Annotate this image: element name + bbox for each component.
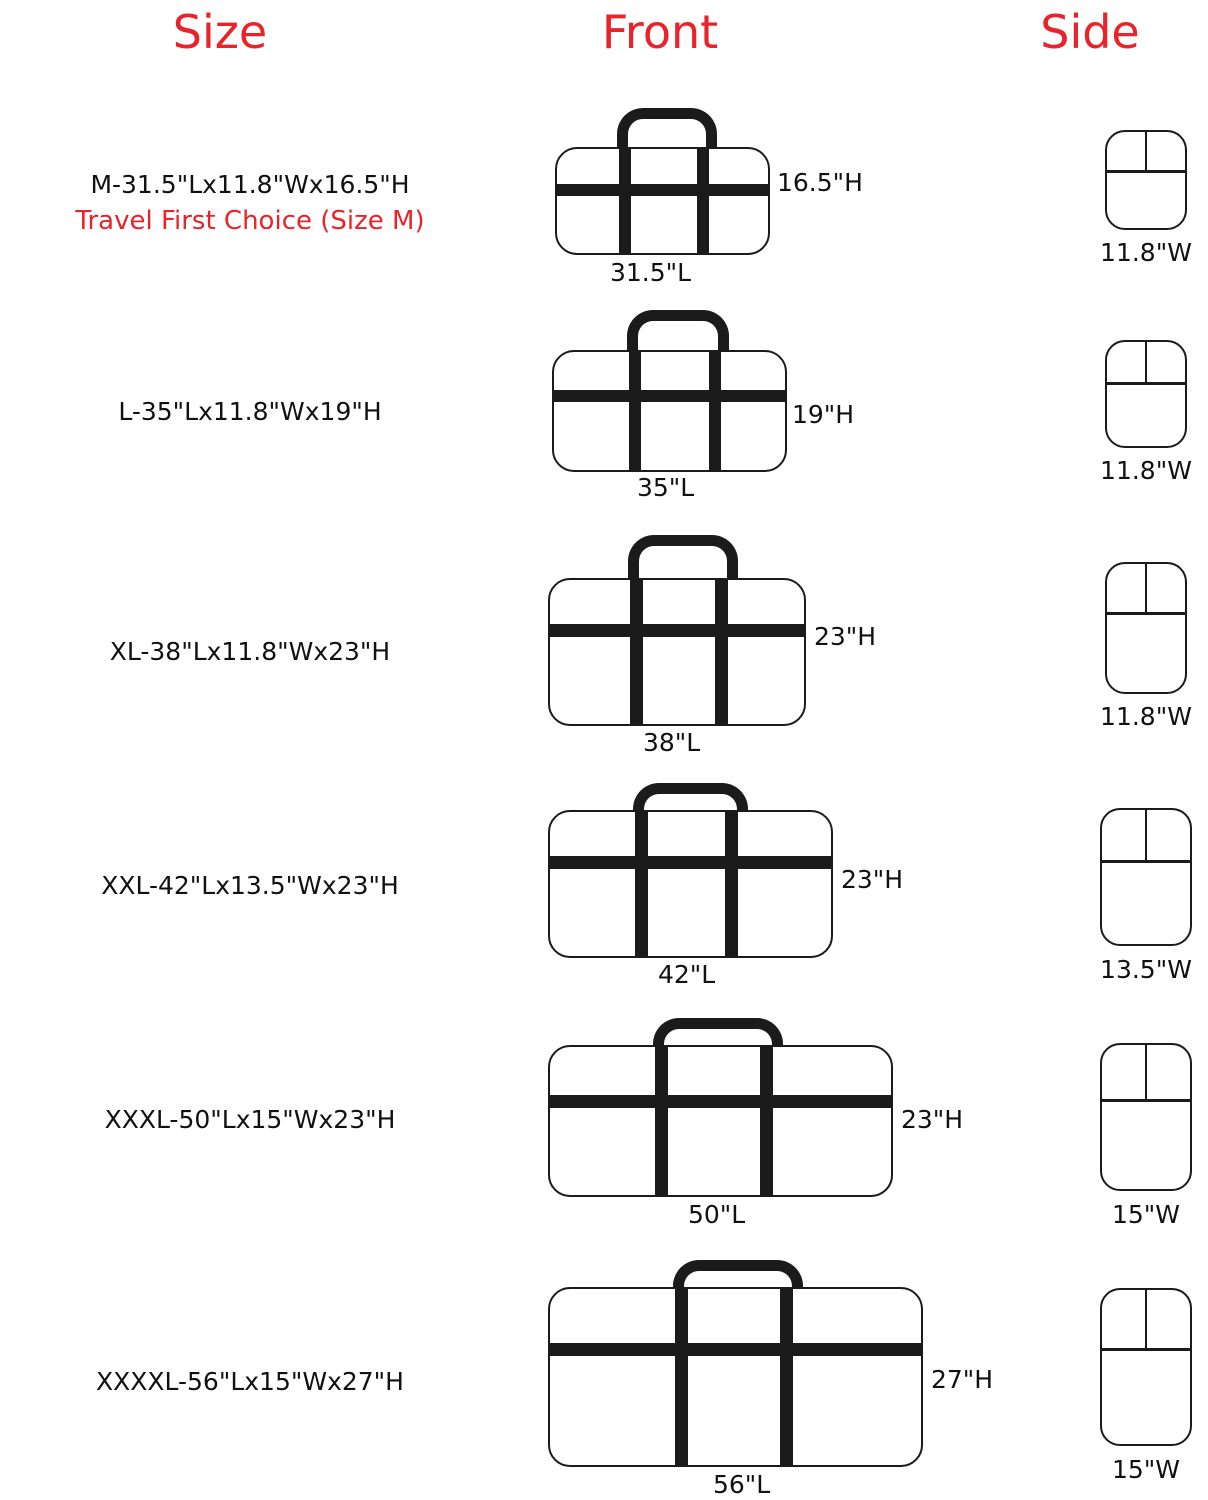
header-front: Front <box>601 5 719 59</box>
bag-strap-horizontal <box>549 1343 922 1356</box>
front-height-dim: 27"H <box>931 1365 994 1394</box>
bag-strap-horizontal <box>549 624 805 637</box>
front-height-dim: 23"H <box>841 865 904 894</box>
bag-body <box>552 350 787 472</box>
side-divider-horizontal <box>1107 170 1185 173</box>
side-divider-vertical <box>1145 564 1148 612</box>
front-length-dim: 50"L <box>688 1200 746 1229</box>
bag-strap-vertical-left <box>619 148 631 254</box>
size-label: L-35"Lx11.8"Wx19"H <box>118 397 382 426</box>
side-divider-horizontal <box>1107 382 1185 385</box>
side-width-dim: 13.5"W <box>1100 955 1192 984</box>
front-height-dim: 23"H <box>814 622 877 651</box>
bag-strap-vertical-right <box>760 1046 773 1196</box>
bag-side-view <box>1100 1043 1192 1191</box>
table-row <box>0 1010 1208 1250</box>
table-row <box>0 100 1208 300</box>
bag-body <box>548 1287 923 1467</box>
bag-strap-horizontal <box>553 390 786 402</box>
table-row <box>0 530 1208 760</box>
bag-strap-vertical-right <box>697 148 709 254</box>
side-divider-horizontal <box>1102 860 1190 863</box>
table-row <box>0 775 1208 1005</box>
bag-strap-vertical-left <box>635 811 648 957</box>
side-divider-horizontal <box>1102 1099 1190 1102</box>
bag-strap-horizontal <box>556 184 769 196</box>
side-divider-vertical <box>1145 132 1148 170</box>
side-width-dim: 11.8"W <box>1100 238 1192 267</box>
side-divider-vertical <box>1145 1290 1148 1348</box>
bag-side-view <box>1105 130 1187 230</box>
bag-side-view <box>1100 808 1192 946</box>
bag-strap-vertical-right <box>709 351 721 471</box>
front-length-dim: 31.5"L <box>610 258 692 287</box>
front-length-dim: 38"L <box>643 728 701 757</box>
bag-side-view <box>1100 1288 1192 1446</box>
table-row <box>0 1255 1208 1500</box>
front-length-dim: 35"L <box>637 473 695 502</box>
side-width-dim: 11.8"W <box>1100 456 1192 485</box>
side-width-dim: 11.8"W <box>1100 702 1192 731</box>
size-label: XXL-42"Lx13.5"Wx23"H <box>101 871 399 900</box>
side-divider-vertical <box>1145 1045 1148 1099</box>
bag-strap-vertical-left <box>655 1046 668 1196</box>
bag-body <box>548 578 806 726</box>
bag-strap-vertical-left <box>675 1288 688 1466</box>
front-length-dim: 56"L <box>713 1470 771 1499</box>
header-side: Side <box>1040 5 1140 59</box>
size-label: XXXXL-56"Lx15"Wx27"H <box>96 1367 404 1396</box>
bag-body <box>548 810 833 958</box>
chart-header <box>0 0 1208 72</box>
bag-body <box>555 147 770 255</box>
side-divider-vertical <box>1145 810 1148 860</box>
bag-strap-vertical-left <box>629 351 641 471</box>
front-length-dim: 42"L <box>658 960 716 989</box>
front-height-dim: 19"H <box>792 400 855 429</box>
header-size: Size <box>172 5 268 59</box>
side-divider-horizontal <box>1102 1348 1190 1351</box>
bag-strap-horizontal <box>549 856 832 869</box>
size-highlight-label: Travel First Choice (Size M) <box>75 206 425 236</box>
side-width-dim: 15"W <box>1111 1455 1181 1484</box>
bag-side-view <box>1105 562 1187 694</box>
front-height-dim: 23"H <box>901 1105 964 1134</box>
table-row <box>0 310 1208 520</box>
bag-strap-vertical-right <box>715 579 728 725</box>
size-label: M-31.5"Lx11.8"Wx16.5"H <box>90 170 410 199</box>
bag-strap-horizontal <box>549 1095 892 1108</box>
side-divider-vertical <box>1145 342 1148 382</box>
bag-side-view <box>1105 340 1187 448</box>
side-width-dim: 15"W <box>1111 1200 1181 1229</box>
size-label: XL-38"Lx11.8"Wx23"H <box>109 637 391 666</box>
bag-strap-vertical-left <box>630 579 643 725</box>
size-label: XXXL-50"Lx15"Wx23"H <box>104 1105 396 1134</box>
bag-strap-vertical-right <box>780 1288 793 1466</box>
front-height-dim: 16.5"H <box>777 168 863 197</box>
bag-strap-vertical-right <box>725 811 738 957</box>
bag-body <box>548 1045 893 1197</box>
side-divider-horizontal <box>1107 612 1185 615</box>
